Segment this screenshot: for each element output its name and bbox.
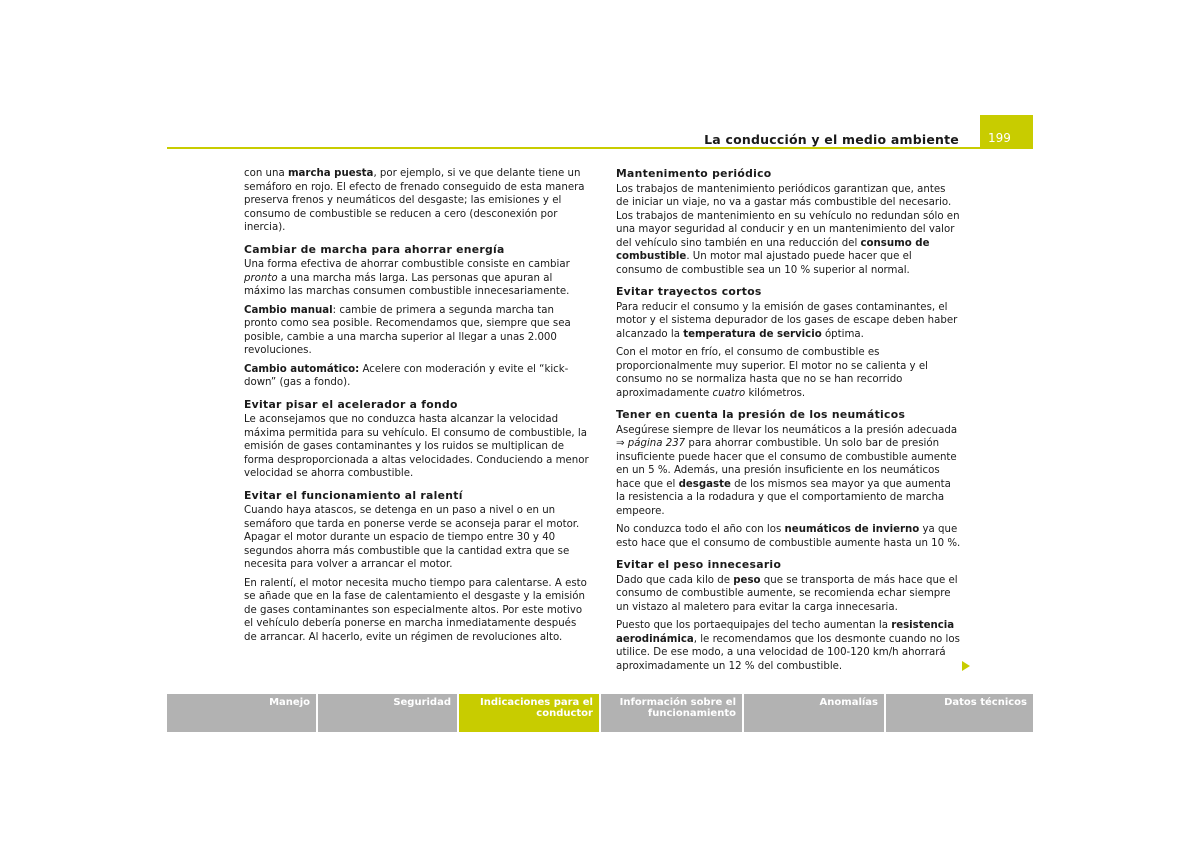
paragraph: Cambio manual: cambie de primera a segunda marcha tan pronto como sea posible. Recomendamos que, siempre que sea posible, cambie a una marcha superior al llegar a unas 2.000 revoluciones. (244, 304, 571, 356)
section-heading: Evitar pisar el acelerador a fondo (244, 397, 458, 411)
tab-datos-tecnicos[interactable]: Datos técnicos (886, 694, 1033, 732)
tab-seguridad[interactable]: Seguridad (318, 694, 457, 732)
section-heading: Tener en cuenta la presión de los neumáticos (616, 408, 906, 421)
paragraph: No conduzca todo el año con los neumáticos de invierno ya que esto hace que el consumo de combustible aumente hasta un 10 %. (616, 524, 961, 549)
paragraph: Le aconsejamos que no conduzca hasta alcanzar la velocidad máxima permitida para su vehículo. El consumo de combustible, la emisión de gases contaminantes y los ruidos se multiplican de forma desproporcionada a altas velocidades. Conduciendo a menor velocidad se ahorra combustible. (244, 414, 589, 479)
paragraph: Una forma efectiva de ahorrar combustible consiste en cambiar pronto a una marcha más larga. Las personas que apuran al máximo las marchas consumen combustible innecesariamente. (244, 259, 570, 297)
header-rule (167, 147, 1033, 149)
page-number: 199 (988, 131, 1011, 145)
section-heading: Evitar el peso innecesario (616, 558, 782, 571)
tab-informacion[interactable]: Información sobre el funcionamiento (601, 694, 742, 732)
right-column (616, 167, 961, 678)
paragraph: Asegúrese siempre de llevar los neumáticos a la presión adecuada ⇒ página 237 para ahorrar combustible. Un solo bar de presión insuficiente puede hacer que el consumo de combustible aumente en un 5 %. Además, una presión insuficiente en los neumáticos hace que el desgaste de los mismos sea mayor ya que aumenta la resistencia a la rodadura y que el comportamiento de marcha empeore. (616, 424, 958, 517)
page-title: La conducción y el medio ambiente (704, 132, 959, 147)
tab-manejo[interactable]: Manejo (167, 694, 316, 732)
chapter-nav (167, 694, 1033, 732)
paragraph: En ralentí, el motor necesita mucho tiempo para calentarse. A esto se añade que en la fase de calentamiento el desgaste y la emisión de gases contaminantes son especialmente altos. Por este motivo el vehículo debería ponerse en marcha inmediatamente después de arrancar. Al hacerlo, evite un régimen de revoluciones alto. (244, 577, 587, 643)
paragraph: Para reducir el consumo y la emisión de gases contaminantes, el motor y el sistema depurador de los gases de escape deben haber alcanzado la temperatura de servicio óptima. (616, 301, 958, 340)
page-reference-link[interactable]: ⇒ página 237 (616, 438, 686, 449)
section-heading: Evitar el funcionamiento al ralentí (244, 488, 463, 502)
intro-paragraph: con una marcha puesta, por ejemplo, si ve que delante tiene un semáforo en rojo. El efecto de frenado conseguido de esta manera preserva frenos y neumáticos del desgaste; las emisiones y el consumo de combustible se reducen a cero (desconexión por inercia). (244, 168, 585, 233)
section-heading: Mantenimento periódico (616, 167, 772, 180)
continue-arrow-icon (962, 661, 970, 671)
paragraph: Con el motor en frío, el consumo de combustible es proporcionalmente muy superior. El motor no se calienta y el consumo no se normaliza hasta que no se han recorrido aproximadamente cuatro kilómetros. (616, 347, 928, 399)
paragraph: Dado que cada kilo de peso que se transporta de más hace que el consumo de combustible aumente, se recomienda echar siempre un vistazo al maletero para evitar la carga innecesaria. (616, 574, 958, 613)
tab-indicaciones[interactable]: Indicaciones para el conductor (459, 694, 599, 732)
paragraph: Cambio automático: Acelere con moderación y evite el “kick-down” (gas a fondo). (244, 363, 569, 388)
paragraph: Los trabajos de mantenimiento periódicos garantizan que, antes de iniciar un viaje, no va a gastar más combustible del necesario. Los trabajos de mantenimiento en su vehículo no redundan sólo en una mayor seguridad al conducir y en un mantenimiento del valor del vehículo sino también en una reducción del consumo de combustible. Un motor mal ajustado puede hacer que el consumo de combustible sea un 10 % superior al normal. (616, 183, 960, 276)
left-column (244, 167, 589, 649)
tab-anomalias[interactable]: Anomalías (744, 694, 884, 732)
section-heading: Cambiar de marcha para ahorrar energía (244, 242, 505, 256)
section-heading: Evitar trayectos cortos (616, 285, 762, 298)
paragraph: Puesto que los portaequipajes del techo aumentan la resistencia aerodinámica, le recomendamos que los desmonte cuando no los utilice. De ese modo, a una velocidad de 100-120 km/h ahorrará aproximadamente un 12 % del combustible. (616, 620, 960, 672)
paragraph: Cuando haya atascos, se detenga en un paso a nivel o en un semáforo que tarda en ponerse verde se aconseja parar el motor. Apagar el motor durante un espacio de tiempo entre 30 y 40 segundos ahorra más combustible que la cantidad extra que se necesita para volver a arrancar el motor. (244, 505, 580, 570)
